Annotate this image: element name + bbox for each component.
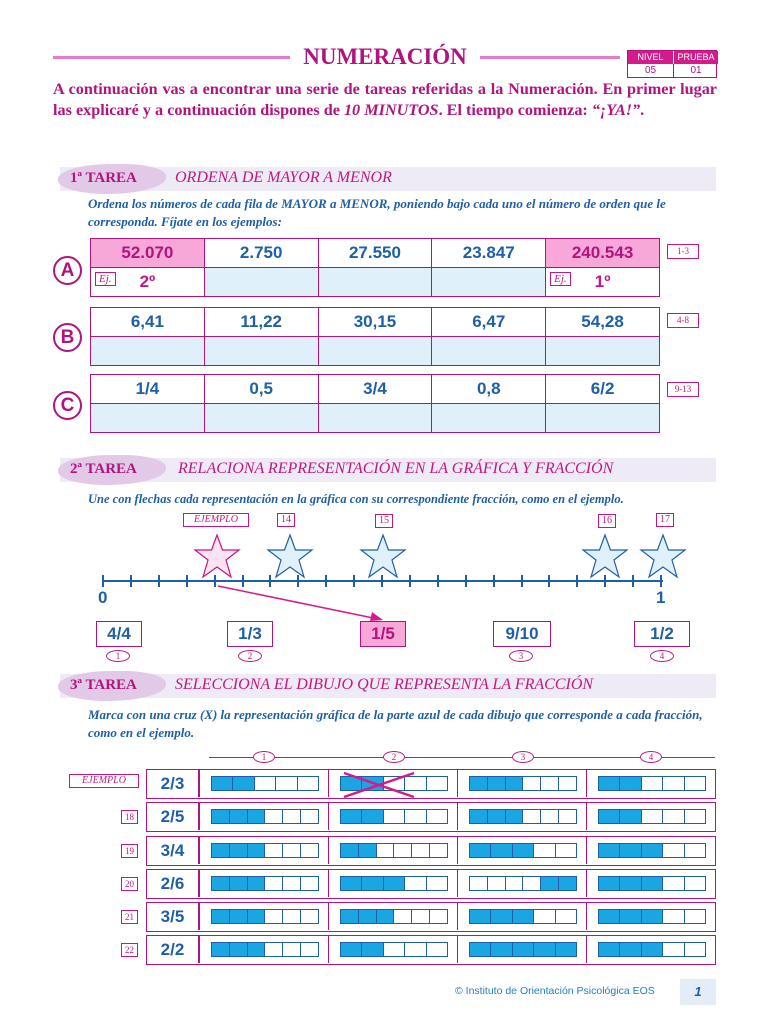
fraction-drawing-option[interactable] xyxy=(199,770,328,797)
row-fraction: 2/3 xyxy=(147,770,199,797)
row-c-number: 1/4 xyxy=(91,375,205,404)
row-b-number: 6,41 xyxy=(91,308,205,337)
bar-segment-filled xyxy=(559,877,576,890)
bar-segment-empty xyxy=(663,777,684,790)
bar-segment-filled xyxy=(212,810,230,823)
fraction-drawing-option[interactable] xyxy=(586,936,715,963)
bar-segment-filled xyxy=(556,943,576,956)
row-fraction: 2/5 xyxy=(147,803,199,830)
bar-segment-filled xyxy=(230,844,248,857)
task2-instructions: Une con flechas cada representación en la gráfica con su correspondiente fracción, como en el ejemplo. xyxy=(88,492,624,506)
bar-segment-empty xyxy=(265,877,283,890)
fraction-drawing-option[interactable] xyxy=(586,903,715,930)
fraction-bar xyxy=(211,843,319,858)
bar-segment-empty xyxy=(523,810,541,823)
bar-segment-filled xyxy=(248,810,266,823)
fraction-bar xyxy=(340,809,448,824)
bar-segment-empty xyxy=(642,810,663,823)
bar-segment-filled xyxy=(362,810,383,823)
bar-segment-empty xyxy=(685,777,705,790)
fraction-drawing-option[interactable] xyxy=(457,803,586,830)
bar-segment-empty xyxy=(556,910,576,923)
column-number-4: 4 xyxy=(640,751,662,763)
bar-segment-empty xyxy=(301,844,318,857)
bar-segment-empty xyxy=(394,844,412,857)
bar-segment-empty xyxy=(255,777,276,790)
star-tag-16: 16 xyxy=(598,514,616,528)
bar-segment-empty xyxy=(412,910,430,923)
fraction-drawing-option[interactable] xyxy=(457,936,586,963)
bar-segment-filled xyxy=(248,943,266,956)
bar-segment-empty xyxy=(265,810,283,823)
fraction-box-1-5[interactable]: 1/5 xyxy=(360,621,406,647)
bar-segment-filled xyxy=(620,844,641,857)
row-c-number: 0,5 xyxy=(204,375,318,404)
bar-segment-empty xyxy=(470,877,488,890)
row-b-number: 11,22 xyxy=(204,308,318,337)
bar-segment-empty xyxy=(663,810,684,823)
fraction-bar xyxy=(211,876,319,891)
row-fraction: 2/6 xyxy=(147,870,199,897)
bar-segment-empty xyxy=(405,943,426,956)
fraction-drawing-option[interactable] xyxy=(199,936,328,963)
bar-segment-empty xyxy=(430,910,447,923)
bar-segment-empty xyxy=(377,844,395,857)
intro-end: . xyxy=(640,101,645,119)
bar-segment-empty xyxy=(523,777,541,790)
bar-segment-filled xyxy=(488,777,506,790)
bar-segment-empty xyxy=(534,910,555,923)
bar-segment-empty xyxy=(283,943,301,956)
task1-label: 1ª TAREA xyxy=(70,170,137,186)
intro-time: 10 MINUTOS xyxy=(343,101,439,119)
row-fraction: 2/2 xyxy=(147,936,199,963)
prueba-label: PRUEBA xyxy=(673,51,718,64)
bar-segment-filled xyxy=(248,910,266,923)
axis-start-label: 0 xyxy=(98,588,108,607)
bar-segment-empty xyxy=(427,810,447,823)
fraction-drawing-option[interactable] xyxy=(199,870,328,897)
bar-segment-filled xyxy=(359,910,377,923)
example-tag: EJEMPLO xyxy=(69,774,139,788)
bar-segment-filled xyxy=(488,810,506,823)
bar-segment-filled xyxy=(341,844,359,857)
fraction-drawing-option[interactable] xyxy=(586,837,715,864)
fraction-bar xyxy=(211,776,319,791)
fraction-bar xyxy=(340,843,448,858)
row-a-number: 52.070 xyxy=(91,239,205,268)
bar-segment-empty xyxy=(405,810,426,823)
bar-segment-empty xyxy=(430,844,447,857)
bar-segment-filled xyxy=(642,844,663,857)
bar-segment-empty xyxy=(541,777,559,790)
bar-segment-empty xyxy=(301,877,318,890)
fraction-number-1: 1 xyxy=(106,650,130,662)
fraction-drawing-option[interactable] xyxy=(457,903,586,930)
bar-segment-filled xyxy=(470,777,488,790)
fraction-bar xyxy=(469,942,577,957)
bar-segment-filled xyxy=(491,910,512,923)
fraction-number-4: 4 xyxy=(650,650,674,662)
fraction-number-2: 2 xyxy=(238,650,262,662)
row-a-range: 1-3 xyxy=(667,244,699,259)
bar-segment-filled xyxy=(513,844,534,857)
bar-segment-empty xyxy=(394,910,412,923)
nivel-value: 05 xyxy=(644,65,657,76)
column-number-3: 3 xyxy=(512,751,534,763)
item-number: 22 xyxy=(121,943,138,957)
fraction-row xyxy=(146,902,716,932)
bar-segment-empty xyxy=(283,810,301,823)
row-c-number: 6/2 xyxy=(546,375,660,404)
fraction-row xyxy=(146,935,716,965)
item-number: 21 xyxy=(121,910,138,924)
bar-segment-empty xyxy=(405,877,426,890)
prueba-value: 01 xyxy=(673,64,718,78)
bar-segment-filled xyxy=(212,777,233,790)
row-b-number: 30,15 xyxy=(318,308,432,337)
fraction-bar xyxy=(211,809,319,824)
row-b-letter: B xyxy=(53,323,82,352)
fraction-bar xyxy=(598,776,706,791)
bar-segment-empty xyxy=(283,910,301,923)
star-tag-17: 17 xyxy=(656,513,674,527)
bar-segment-empty xyxy=(283,877,301,890)
fraction-row xyxy=(146,836,716,866)
fraction-drawing-option[interactable] xyxy=(328,803,457,830)
fraction-bar xyxy=(340,909,448,924)
column-number-2: 2 xyxy=(383,751,405,763)
fraction-bar xyxy=(598,909,706,924)
bar-segment-filled xyxy=(470,943,491,956)
bar-segment-filled xyxy=(341,877,362,890)
intro-text-2: . El tiempo comienza: xyxy=(438,101,592,119)
bar-segment-empty xyxy=(685,943,705,956)
bar-segment-empty xyxy=(283,844,301,857)
bar-segment-filled xyxy=(491,844,512,857)
fraction-bar xyxy=(340,942,448,957)
bar-segment-filled xyxy=(233,777,254,790)
bar-segment-empty xyxy=(301,943,318,956)
bar-segment-empty xyxy=(301,910,318,923)
bar-segment-filled xyxy=(341,910,359,923)
row-c-number: 0,8 xyxy=(432,375,546,404)
bar-segment-empty xyxy=(559,810,576,823)
bar-segment-filled xyxy=(642,943,663,956)
bar-segment-filled xyxy=(620,777,641,790)
task1-instructions: Ordena los números de cada fila de MAYOR a MENOR, poniendo bajo cada uno el número de orden que le corresponda. Fíjate en los ejemplos: xyxy=(88,196,666,229)
bar-segment-empty xyxy=(265,844,283,857)
row-a-number: 23.847 xyxy=(432,239,546,268)
bar-segment-filled xyxy=(341,810,362,823)
bar-segment-empty xyxy=(506,877,524,890)
bar-segment-empty xyxy=(523,877,541,890)
bar-segment-filled xyxy=(359,844,377,857)
bar-segment-empty xyxy=(384,810,405,823)
bar-segment-filled xyxy=(212,877,230,890)
fraction-bar xyxy=(211,909,319,924)
bar-segment-empty xyxy=(663,910,684,923)
example-label: Ej. xyxy=(95,272,116,286)
fraction-drawing-option[interactable] xyxy=(586,803,715,830)
bar-segment-filled xyxy=(470,844,491,857)
bar-segment-filled xyxy=(599,877,620,890)
bar-segment-empty xyxy=(427,943,447,956)
row-c-range: 9-13 xyxy=(667,382,699,397)
bar-segment-filled xyxy=(377,910,395,923)
bar-segment-filled xyxy=(620,877,641,890)
example-label: Ej. xyxy=(550,272,571,286)
fraction-box-1-3[interactable]: 1/3 xyxy=(227,621,273,647)
bar-segment-filled xyxy=(362,943,383,956)
column-number-1: 1 xyxy=(253,751,275,763)
row-fraction: 3/4 xyxy=(147,837,199,864)
bar-segment-filled xyxy=(513,943,534,956)
example-tag: EJEMPLO xyxy=(183,513,249,527)
bar-segment-filled xyxy=(599,844,620,857)
example-value: 2º xyxy=(139,272,156,291)
fraction-bar xyxy=(469,776,577,791)
bar-segment-filled xyxy=(230,810,248,823)
fraction-number-3: 3 xyxy=(509,650,533,662)
example-value: 1º xyxy=(594,272,611,291)
bar-segment-empty xyxy=(276,777,297,790)
bar-segment-filled xyxy=(506,777,524,790)
intro-text-1: A continuación vas a encontrar una serie de tareas referidas a la Numeración. En primer lugar las explicaré y a continuación dispones de xyxy=(53,80,717,119)
bar-segment-empty xyxy=(663,877,684,890)
bar-segment-empty xyxy=(663,844,684,857)
fraction-drawing-option[interactable] xyxy=(328,870,457,897)
fraction-drawing-option[interactable] xyxy=(199,903,328,930)
bar-segment-filled xyxy=(620,943,641,956)
row-c-letter: C xyxy=(53,391,82,420)
item-number: 20 xyxy=(121,877,138,891)
bar-segment-filled xyxy=(541,877,559,890)
bar-segment-empty xyxy=(541,810,559,823)
fraction-drawing-option[interactable] xyxy=(586,770,715,797)
row-fraction: 3/5 xyxy=(147,903,199,930)
bar-segment-filled xyxy=(620,910,641,923)
example-cross-icon xyxy=(336,770,420,800)
page-number: 1 xyxy=(680,979,716,1005)
fraction-row xyxy=(146,769,716,799)
bar-segment-filled xyxy=(230,910,248,923)
bar-segment-empty xyxy=(265,943,283,956)
task2-label: 2ª TAREA xyxy=(70,461,137,477)
task3-title: SELECCIONA EL DIBUJO QUE REPRESENTA LA FRACCIÓN xyxy=(175,676,594,693)
copyright: © Instituto de Orientación Psicológica EOS xyxy=(455,985,655,997)
bar-segment-filled xyxy=(534,943,555,956)
bar-segment-filled xyxy=(470,910,491,923)
item-number: 18 xyxy=(121,810,138,824)
bar-segment-filled xyxy=(230,877,248,890)
fraction-drawing-option[interactable] xyxy=(457,837,586,864)
bar-segment-filled xyxy=(620,810,641,823)
fraction-row xyxy=(146,869,716,899)
fraction-drawing-option[interactable] xyxy=(199,837,328,864)
fraction-box-4-4[interactable]: 4/4 xyxy=(96,621,142,647)
fraction-drawing-option[interactable] xyxy=(199,803,328,830)
bar-segment-filled xyxy=(642,877,663,890)
bar-segment-empty xyxy=(412,844,430,857)
bar-segment-empty xyxy=(642,777,663,790)
nivel-label: NIVEL xyxy=(628,51,673,64)
bar-segment-filled xyxy=(470,810,488,823)
bar-segment-empty xyxy=(685,810,705,823)
star-tag-15: 15 xyxy=(375,514,393,528)
bar-segment-empty xyxy=(265,910,283,923)
fraction-bar xyxy=(598,876,706,891)
bar-segment-filled xyxy=(212,943,230,956)
fraction-drawing-option[interactable] xyxy=(457,770,586,797)
fraction-bar xyxy=(469,876,577,891)
intro-start: “¡YA!” xyxy=(591,101,641,119)
bar-segment-filled xyxy=(599,777,620,790)
task2-title: RELACIONA REPRESENTACIÓN EN LA GRÁFICA Y FRACCIÓN xyxy=(178,460,614,477)
bar-segment-empty xyxy=(427,877,447,890)
bar-segment-filled xyxy=(230,943,248,956)
row-b-range: 4-8 xyxy=(667,313,699,328)
row-a-number: 240.543 xyxy=(546,239,660,268)
row-c-number: 3/4 xyxy=(318,375,432,404)
bar-segment-filled xyxy=(212,910,230,923)
bar-segment-filled xyxy=(513,910,534,923)
bar-segment-filled xyxy=(341,943,362,956)
item-number: 19 xyxy=(121,844,138,858)
row-b-number: 54,28 xyxy=(546,308,660,337)
fraction-bar xyxy=(211,942,319,957)
fraction-drawing-option[interactable] xyxy=(328,903,457,930)
bar-segment-filled xyxy=(248,877,266,890)
row-b-number: 6,47 xyxy=(432,308,546,337)
page-title: NUMERACIÓN xyxy=(303,44,467,69)
bar-segment-filled xyxy=(599,943,620,956)
bar-segment-empty xyxy=(685,910,705,923)
bar-segment-filled xyxy=(248,844,266,857)
bar-segment-filled xyxy=(384,877,405,890)
bar-segment-empty xyxy=(301,810,318,823)
fraction-drawing-option[interactable] xyxy=(457,870,586,897)
bar-segment-empty xyxy=(534,844,555,857)
bar-segment-filled xyxy=(362,877,383,890)
task1-title: ORDENA DE MAYOR A MENOR xyxy=(175,169,392,186)
bar-segment-empty xyxy=(488,877,506,890)
fraction-bar xyxy=(469,809,577,824)
fraction-drawing-option[interactable] xyxy=(328,837,457,864)
bar-segment-filled xyxy=(212,844,230,857)
bar-segment-empty xyxy=(556,844,576,857)
task3-label: 3ª TAREA xyxy=(70,677,137,693)
star-tag-14: 14 xyxy=(277,513,295,527)
fraction-bar xyxy=(598,843,706,858)
fraction-bar xyxy=(469,843,577,858)
bar-segment-empty xyxy=(384,943,405,956)
fraction-bar xyxy=(598,942,706,957)
fraction-box-9-10[interactable]: 9/10 xyxy=(493,621,551,647)
bar-segment-filled xyxy=(599,910,620,923)
task3-instructions: Marca con una cruz (X) la representación gráfica de la parte azul de cada dibujo que corresponde a cada fracción, como en el ejemplo. xyxy=(88,707,703,740)
fraction-box-1-2[interactable]: 1/2 xyxy=(634,621,690,647)
bar-segment-empty xyxy=(298,777,318,790)
fraction-bar xyxy=(469,909,577,924)
row-a-letter: A xyxy=(53,256,82,285)
bar-segment-empty xyxy=(685,844,705,857)
bar-segment-filled xyxy=(506,810,524,823)
bar-segment-empty xyxy=(685,877,705,890)
row-a-number: 2.750 xyxy=(204,239,318,268)
bar-segment-filled xyxy=(491,943,512,956)
fraction-drawing-option[interactable] xyxy=(328,936,457,963)
bar-segment-filled xyxy=(642,910,663,923)
fraction-bar xyxy=(340,876,448,891)
bar-segment-empty xyxy=(427,777,447,790)
row-a-number: 27.550 xyxy=(318,239,432,268)
fraction-row xyxy=(146,802,716,832)
fraction-bar xyxy=(598,809,706,824)
bar-segment-empty xyxy=(559,777,576,790)
axis-end-label: 1 xyxy=(656,588,666,607)
bar-segment-filled xyxy=(599,810,620,823)
fraction-drawing-option[interactable] xyxy=(586,870,715,897)
bar-segment-empty xyxy=(663,943,684,956)
